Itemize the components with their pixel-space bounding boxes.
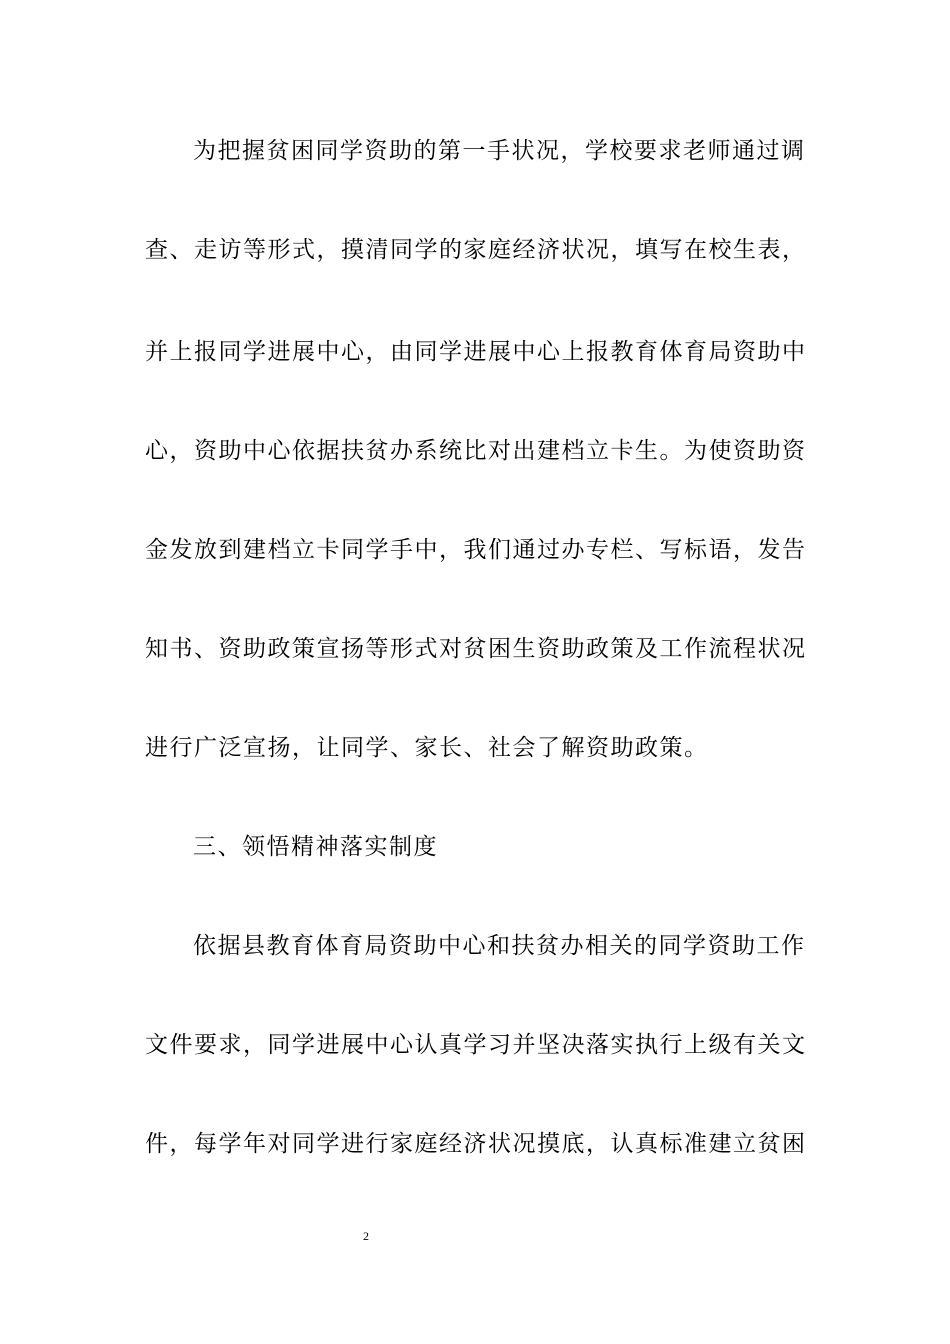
paragraph-line-2: 查、走访等形式，摸清同学的家庭经济状况，填写在校生表， — [145, 237, 807, 263]
paragraph-line-1: 为把握贫困同学资助的第一手状况，学校要求老师通过调 — [193, 138, 806, 164]
paragraph-line-11: 件，每学年对同学进行家庭经济状况摸底，认真标准建立贫困 — [145, 1131, 807, 1157]
paragraph-line-10: 文件要求，同学进展中心认真学习并坚决落实执行上级有关文 — [145, 1032, 807, 1058]
paragraph-line-4: 心，资助中心依据扶贫办系统比对出建档立卡生。为使资助资 — [145, 438, 807, 464]
paragraph-line-3: 并上报同学进展中心，由同学进展中心上报教育体育局资助中 — [145, 339, 807, 365]
paragraph-line-6: 知书、资助政策宣扬等形式对贫困生资助政策及工作流程状况 — [145, 636, 807, 662]
page-number: 2 — [363, 1229, 369, 1243]
paragraph-line-5: 金发放到建档立卡同学手中，我们通过办专栏、写标语，发告 — [145, 537, 807, 563]
paragraph-line-9: 依据县教育体育局资助中心和扶贫办相关的同学资助工作 — [193, 933, 806, 959]
paragraph-line-7: 进行广泛宣扬，让同学、家长、社会了解资助政策。 — [145, 735, 709, 761]
section-heading: 三、领悟精神落实制度 — [193, 834, 438, 860]
